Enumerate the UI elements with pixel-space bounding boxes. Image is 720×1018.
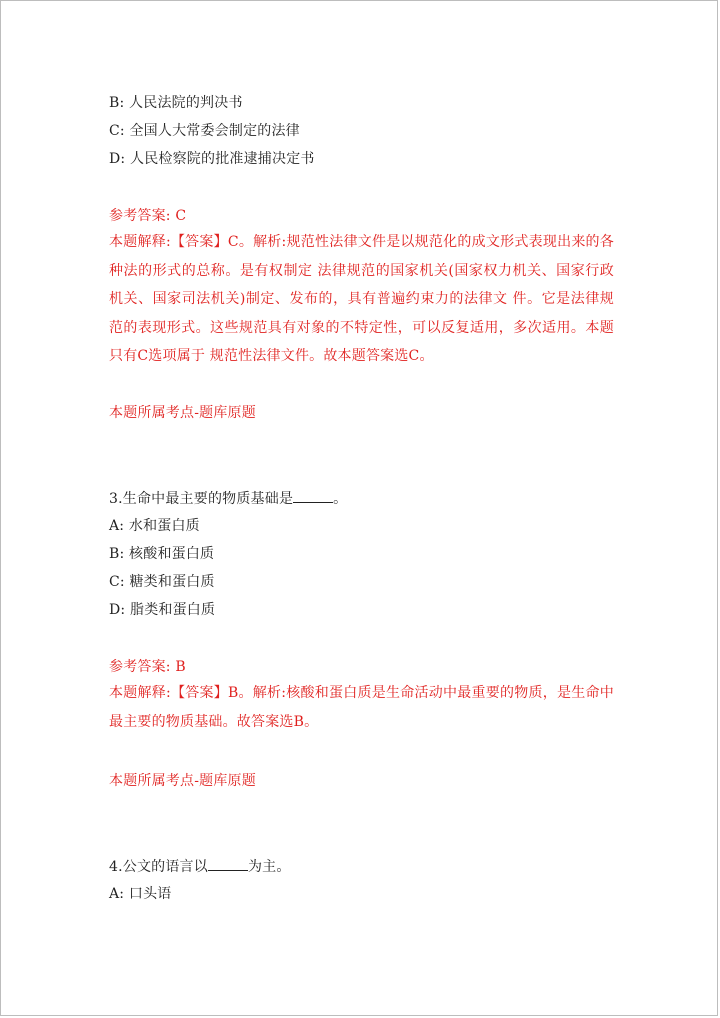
q3-option-d: D: 脂类和蛋白质 (109, 602, 216, 618)
q2-option-c: C: 全国人大常委会制定的法律 (109, 123, 300, 139)
q3-question (109, 488, 347, 509)
q3-option-b: B: 核酸和蛋白质 (109, 546, 215, 562)
q2-explanation: 本题解释:【答案】C。解析:规范性法律文件是以规范化的成文形式表现出来的各种法的形式的总称。是有权制定 法律规范的国家机关(国家权力机关、国家行政机关、国家司法机关)制定、发布的，具有普遍约束力的法律文 件。它是法律规范的表现形式。这些规范具有对象的不特定性，可以反复适用，多次适用。本题只有C选项属于 规范性法律文件。故本题答案选C。 (109, 234, 614, 364)
q3-question-prefix: 3.生命中最主要的物质基础是 (109, 491, 294, 507)
q4-question-prefix: 4.公文的语言以 (109, 859, 208, 875)
q3-answer-blank (293, 488, 333, 503)
q4-question (109, 856, 291, 877)
q4-question-suffix: 为主。 (247, 859, 291, 875)
q2-option-b: B: 人民法院的判决书 (109, 95, 243, 111)
q3-explanation: 本题解释:【答案】B。解析:核酸和蛋白质是生命活动中最重要的物质，是生命中最主要的物质基础。故答案选B。 (109, 685, 614, 730)
q3-question-suffix: 。 (333, 491, 348, 507)
q3-answer: 参考答案: B (109, 659, 186, 675)
q3-option-c: C: 糖类和蛋白质 (109, 574, 215, 590)
q4-option-a: A: 口头语 (109, 886, 172, 902)
q2-option-d: D: 人民检察院的批准逮捕决定书 (109, 151, 315, 167)
q4-answer-blank (208, 856, 248, 871)
q3-option-a: A: 水和蛋白质 (109, 518, 200, 534)
q2-answer: 参考答案: C (109, 208, 187, 224)
q3-category: 本题所属考点-题库原题 (109, 773, 256, 789)
q2-category: 本题所属考点-题库原题 (109, 405, 256, 421)
